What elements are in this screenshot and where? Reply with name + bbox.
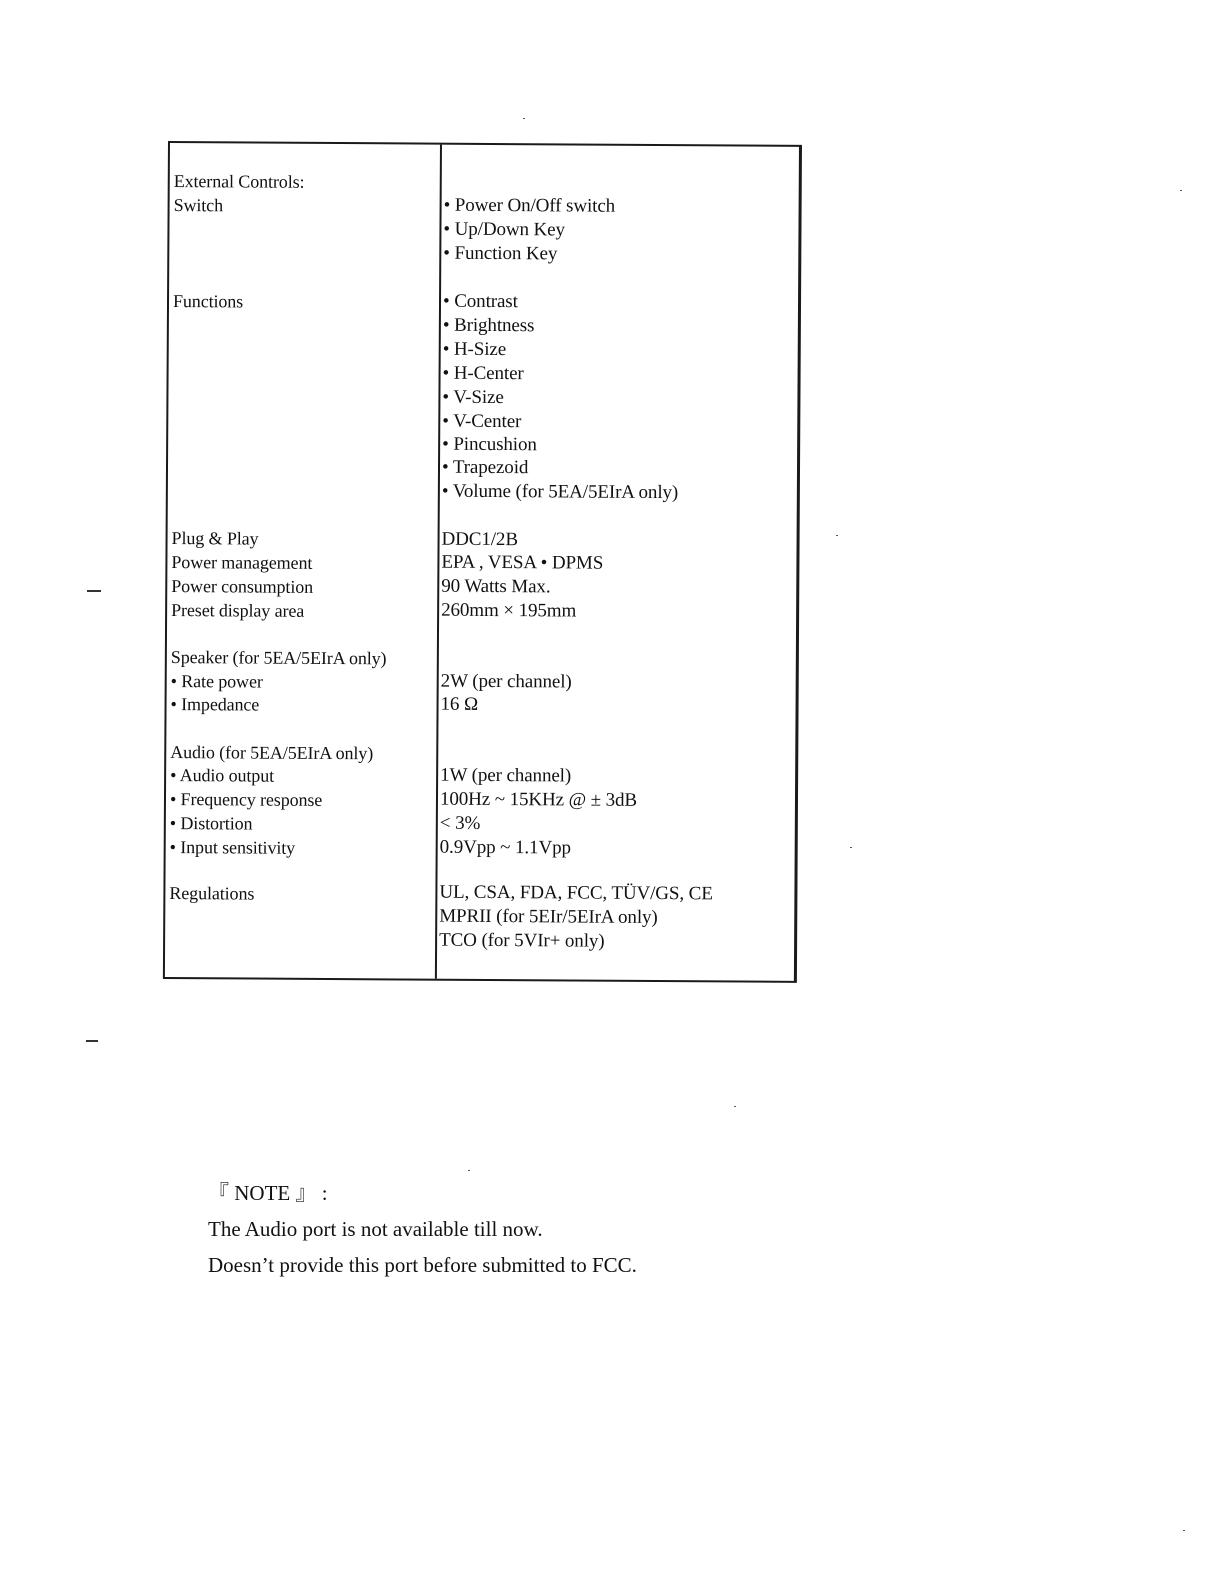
label-regulations: Regulations [169,883,255,904]
scan-mark [87,590,101,592]
label-input-sensitivity: • Input sensitivity [169,837,296,858]
spec-table [163,141,802,983]
scan-speck [734,1106,736,1107]
scan-speck [1183,1530,1185,1531]
label-plug-and-play: Plug & Play [171,528,259,549]
label-power-consumption: Power consumption [171,576,314,597]
scan-speck [523,118,525,119]
value-input-sensitivity: 0.9Vpp ~ 1.1Vpp [439,836,571,859]
scan-speck [850,847,852,848]
label-frequency-response: • Frequency response [169,789,323,810]
value-frequency-response: 100Hz ~ 15KHz @ ± 3dB [439,788,638,811]
value-trapezoid: • Trapezoid [441,456,529,479]
label-functions: Functions [172,291,244,312]
label-audio-output: • Audio output [170,765,275,786]
value-regulations: UL, CSA, FDA, FCC, TÜV/GS, CE [439,881,713,905]
note-line-1: The Audio port is not available till now. [208,1217,543,1241]
value-volume: • Volume (for 5EA/5EIrA only) [441,480,679,504]
scan-speck [468,1170,470,1171]
value-mprii: MPRII (for 5EIr/5EIrA only) [439,905,658,929]
value-brightness: • Brightness [442,314,535,337]
scan-mark [86,1040,98,1042]
label-switch: Switch [173,195,224,216]
value-contrast: • Contrast [442,290,518,313]
note-line-2: Doesn’t provide this port before submitted to FCC. [208,1253,637,1277]
value-function-key: • Function Key [443,242,558,265]
scan-speck [836,535,838,536]
value-power-management: EPA , VESA • DPMS [441,551,604,574]
value-rate-power: 2W (per channel) [440,670,572,693]
label-speaker: Speaker (for 5EA/5EIrA only) [170,647,387,669]
scan-speck [1180,190,1182,191]
label-preset-display-area: Preset display area [171,600,305,621]
value-power-switch: • Power On/Off switch [443,194,616,217]
value-h-size: • H-Size [442,338,507,361]
value-pincushion: • Pincushion [442,433,537,456]
value-ddc: DDC1/2B [441,528,519,551]
value-power-consumption: 90 Watts Max. [441,575,551,598]
value-audio-output: 1W (per channel) [440,764,572,787]
label-rate-power: • Rate power [170,671,263,692]
value-display-area: 260mm × 195mm [441,599,577,622]
label-power-management: Power management [171,552,313,573]
label-external-controls: External Controls: [173,171,305,192]
value-v-size: • V-Size [442,386,504,409]
label-audio: Audio (for 5EA/5EIrA only) [170,742,374,764]
value-h-center: • H-Center [442,362,524,385]
value-distortion: < 3% [439,812,481,834]
label-distortion: • Distortion [169,813,253,834]
value-tco: TCO (for 5VIr+ only) [439,929,605,952]
value-up-down-key: • Up/Down Key [443,218,565,241]
note-heading: 『 NOTE 』 : [208,1181,328,1205]
value-v-center: • V-Center [442,410,522,433]
label-impedance: • Impedance [170,694,260,715]
value-impedance: 16 Ω [440,693,479,715]
